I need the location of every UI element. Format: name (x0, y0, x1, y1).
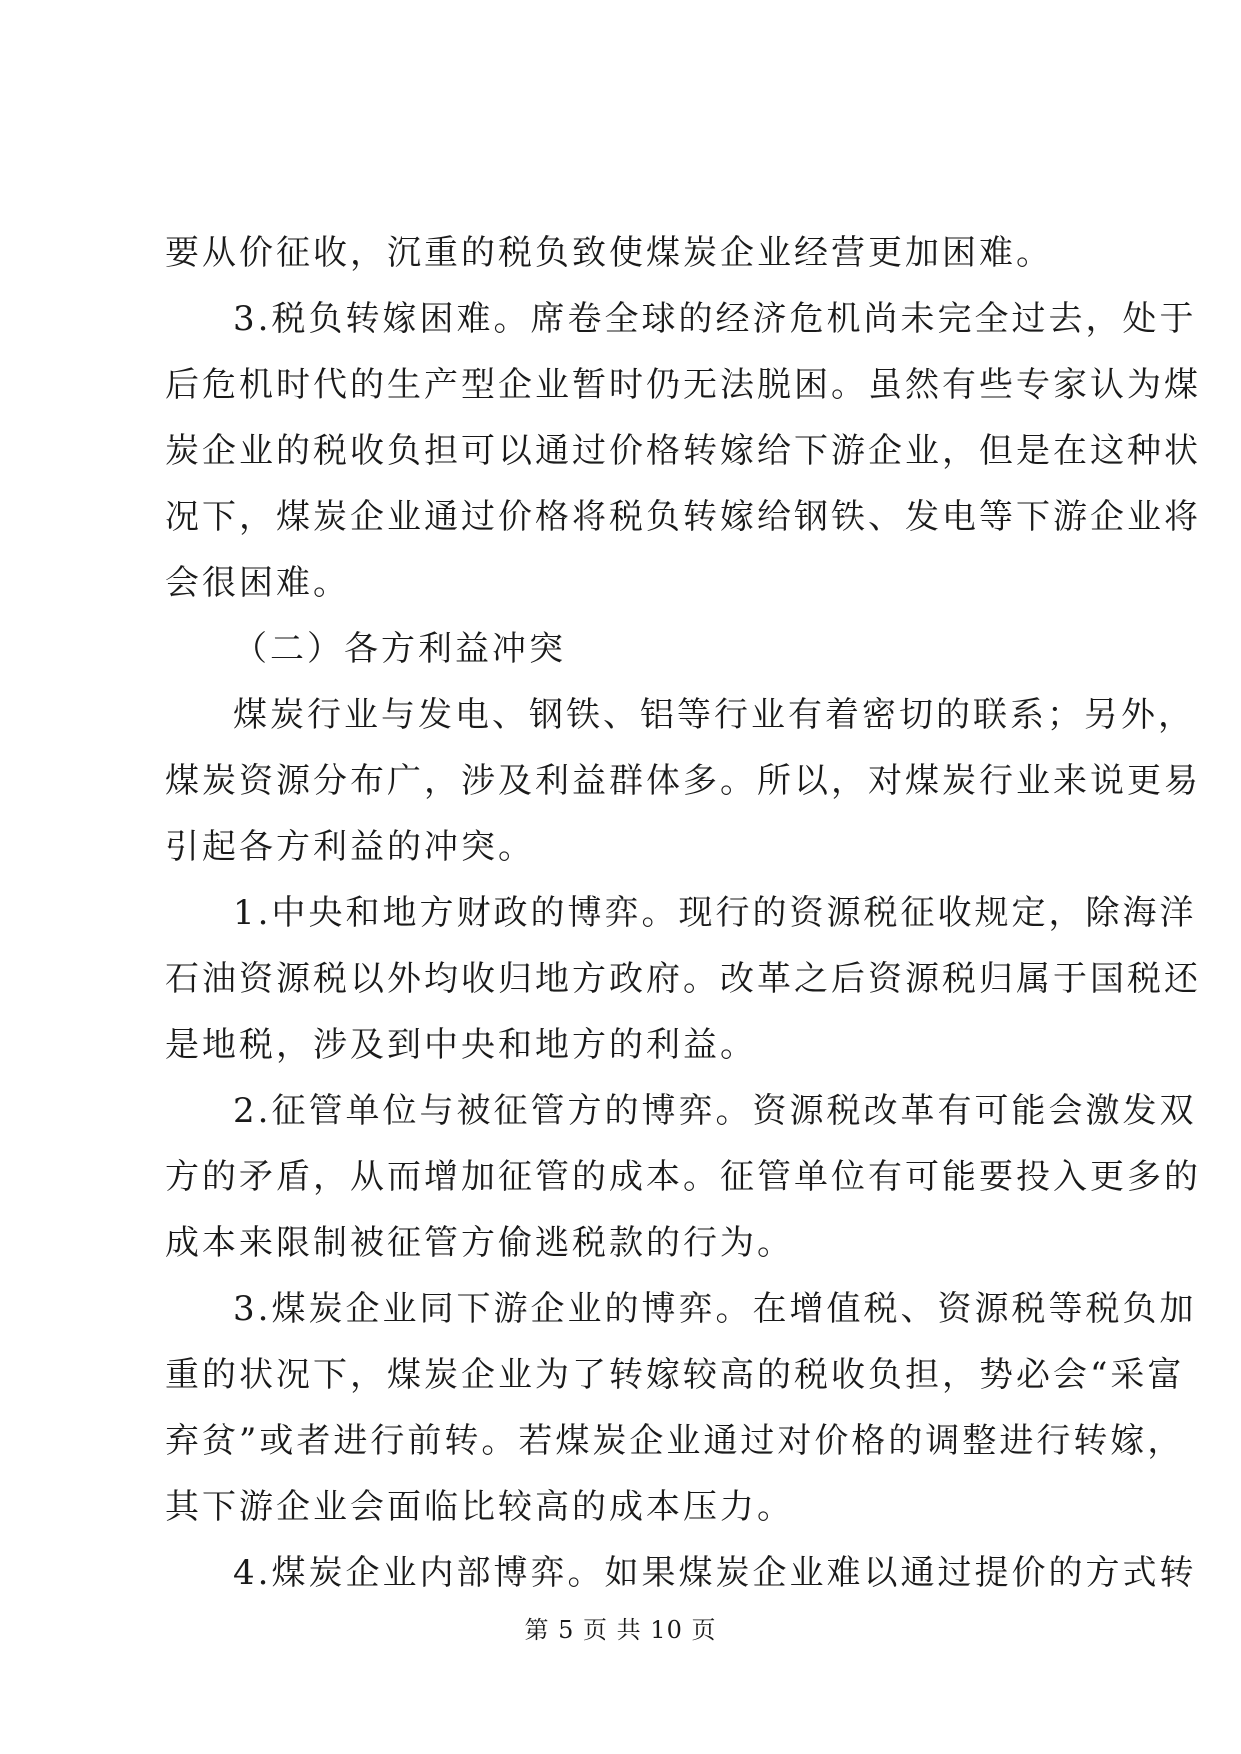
text-line: 弃贫”或者进行前转。若煤炭企业通过对价格的调整进行转嫁， (165, 1421, 1185, 1461)
text-line: 煤炭资源分布广，涉及利益群体多。所以，对煤炭行业来说更易 (165, 761, 1201, 801)
text-line: 煤炭行业与发电、钢铁、铝等行业有着密切的联系；另外， (233, 695, 1195, 735)
text-line: 引起各方利益的冲突。 (165, 827, 535, 867)
text-line: 3.煤炭企业同下游企业的博弈。在增值税、资源税等税负加 (233, 1289, 1197, 1329)
text-line: 况下，煤炭企业通过价格将税负转嫁给钢铁、发电等下游企业将 (165, 497, 1201, 537)
text-line: 1.中央和地方财政的博弈。现行的资源税征收规定，除海洋 (233, 893, 1197, 933)
text-line: 要从价征收，沉重的税负致使煤炭企业经营更加困难。 (165, 233, 1053, 273)
text-line: 3.税负转嫁困难。席卷全球的经济危机尚未完全过去，处于 (233, 299, 1197, 339)
text-line: 4.煤炭企业内部博弈。如果煤炭企业难以通过提价的方式转 (233, 1553, 1197, 1593)
text-line: 石油资源税以外均收归地方政府。改革之后资源税归属于国税还 (165, 959, 1201, 999)
text-line: 重的状况下，煤炭企业为了转嫁较高的税收负担，势必会“采富 (165, 1355, 1185, 1395)
text-line: 成本来限制被征管方偷逃税款的行为。 (165, 1223, 794, 1263)
text-line: 后危机时代的生产型企业暂时仍无法脱困。虽然有些专家认为煤 (165, 365, 1201, 405)
text-line: 炭企业的税收负担可以通过价格转嫁给下游企业，但是在这种状 (165, 431, 1201, 471)
text-line: 会很困难。 (165, 563, 350, 603)
text-line: 其下游企业会面临比较高的成本压力。 (165, 1487, 794, 1527)
section-heading: （二）各方利益冲突 (233, 629, 566, 669)
text-line: 是地税，涉及到中央和地方的利益。 (165, 1025, 757, 1065)
page-footer: 第 5 页 共 10 页 (524, 1616, 717, 1644)
text-line: 方的矛盾，从而增加征管的成本。征管单位有可能要投入更多的 (165, 1157, 1201, 1197)
document-body (165, 220, 1201, 1606)
text-line: 2.征管单位与被征管方的博弈。资源税改革有可能会激发双 (233, 1091, 1197, 1131)
